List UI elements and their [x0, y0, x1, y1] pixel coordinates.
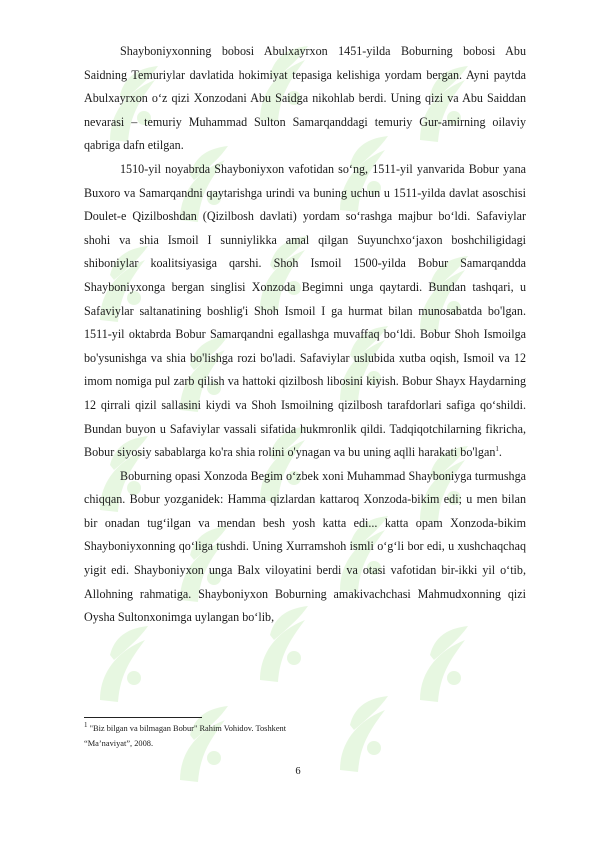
page-number: 6	[295, 766, 301, 777]
footnote-line-2: “Ma’naviyat”, 2008.	[84, 739, 154, 748]
leaf-logo-watermark	[90, 620, 154, 710]
footnote-ref[interactable]: 1	[495, 445, 499, 454]
paragraph-1: Shayboniyxonning bobosi Abulxayrxon 1451-yilda Boburning bobosi Abu Saidning Temuriylar davlatida hokimiyat tepasiga kelishiga yordam bergan. Ayni paytda Abulxayrxon o‘z qizi Xonzodani Abu Saidga nikohlab berdi. Uning qizi va Abu Saiddan nevarasi – temuriy Muhammad Sulton Samarqanddagi temuriy Gur-amirning oilaviy qabriga dafn etilgan.	[84, 44, 526, 153]
leaf-logo-watermark	[410, 620, 474, 710]
footnote	[84, 721, 384, 751]
paragraph-2: 1510-yil noyabrda Shayboniyxon vafotidan so‘ng, 1511-yil yanvarida Bobur yana Buxoro va Samarqandni qaytarishga urindi va buning uchun u 1511-yilda davlat asoschisi Doulet-e Qizilboshdan (Qizilbosh davlati) yordam so‘rashga majbur bo‘ldi. Safaviylar shohi va shia Ismoil I sunniylikka amal qilgan Suyunchxo‘jaxon boshchiligidagi shiboniylar koalitsiyasiga qarshi. Shoh Ismoil 1500-yilda Bobur Samarqandda Shayboniyxonga bergan singlisi Xonzoda Begimni unga qaytardi. Bundan tashqari, u Safaviylar saltanatining boshlig'i Shoh Ismoil I ga hurmat bilan munosabatda bo'lgan. 1511-yil oktabrda Bobur Samarqandni egallashga muvaffaq bo‘ldi. Bobur Shoh Ismoilga bo'ysunishga va shia bo'lishga rozi bo'ladi. Safaviylar uslubida xutba oqish, Ismoil va 12 imom nomiga pul zarb qilish va hattoki qizilbosh libosini kiyish. Bobur Shayx Haydarning 12 qirrali qizil sallasini kiydi va Shoh Ismoilning qizilbosh tarafdorlari safiga qo‘shildi. Bundan buyon u Safaviylar vassali sifatida hukmronlik qildi. Tadqiqotchilarning fikricha, Bobur siyosiy sabablarga ko'ra shia rolini o'ynagan va bu uning aqlli harakati bo'lgan$^1$.	[84, 161, 526, 460]
footnote-number: 1	[84, 721, 88, 730]
body-text	[84, 40, 526, 630]
footnote-line-1: $^1$ "Biz bilgan va bilmagan Bobur" Rahim Vohidov. Toshkent	[84, 721, 287, 733]
paragraph-3: Boburning opasi Xonzoda Begim o‘zbek xoni Muhammad Shayboniyga turmushga chiqqan. Bobur yozganidek: Hamma qizlardan kattaroq Xonzoda-bikim edi; u men bilan bir onadan tug‘ilgan va mendan besh yosh katta edi... katta opam Xonzoda-bikim Shayboniyxonning qo‘liga tushdi. Uning Xurramshoh ismli o‘g‘li bor edi, u xushchaqchaq yigit edi. Shayboniyxon unga Balx viloyatini berdi va otasi vafotidan bir-ikki yil o‘tib, Allohning rahmatiga. Shayboniyxon Boburning amakivachchasi Mahmudxonning qizi Oysha Sultonxonimga uylangan bo‘lib,	[84, 468, 526, 625]
footnote-divider	[84, 717, 202, 718]
